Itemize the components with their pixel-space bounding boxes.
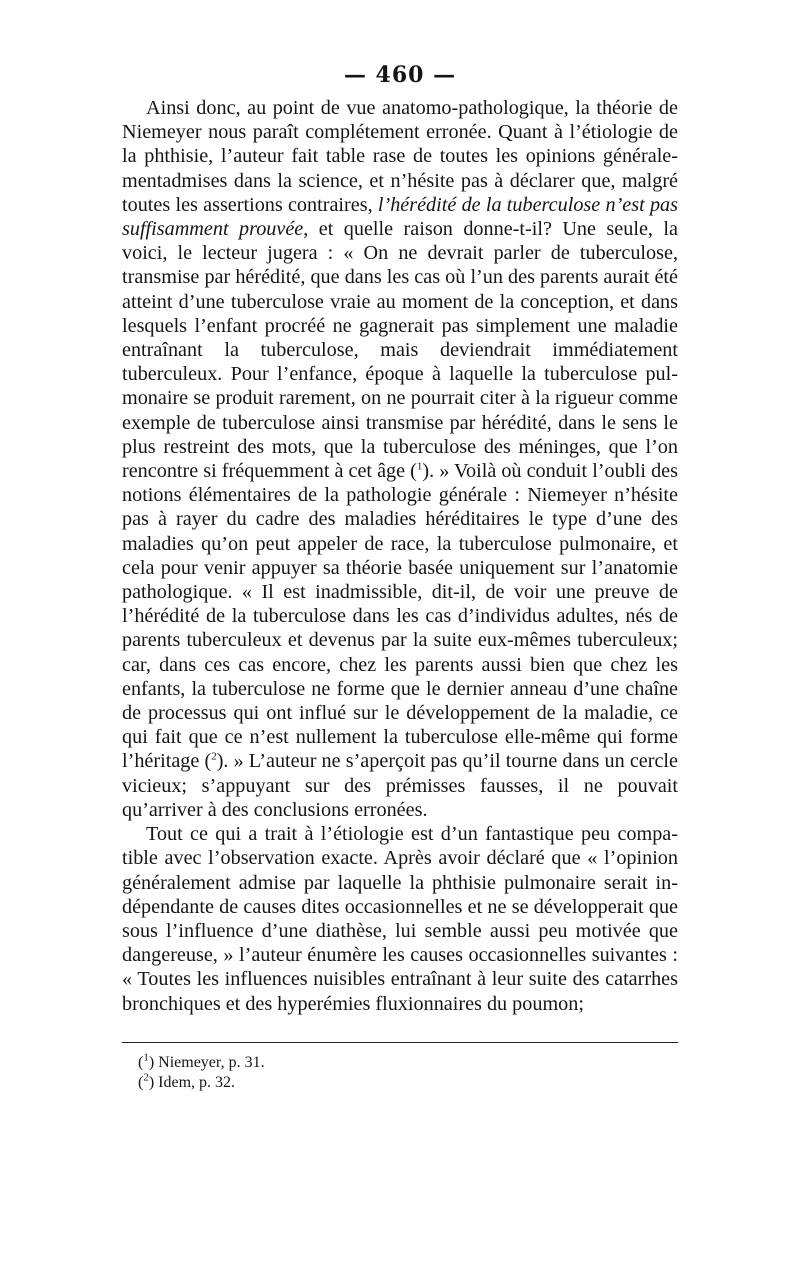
page-number: — 460 —: [343, 62, 457, 88]
footnote-text: Idem, p. 32.: [154, 1073, 236, 1091]
footnote-divider: [122, 1042, 678, 1043]
document-page: [122, 62, 678, 1093]
footnote-mark: 1: [143, 1051, 149, 1064]
paragraph-1: [122, 96, 678, 822]
footnote-text: Niemeyer, p. 31.: [154, 1053, 265, 1071]
text-run: Tout ce qui a trait à l’étiologie est d’un fantastique peu compatible avec l’observation exacte. Après avoir déclaré que « l’opinion généralement admise par laquelle la phthisie pulmonaire serait indépendante de causes dites occasionnelles et ne se développerait que sous l’influence d’une diathèse, lui semble aussi peu motivée que dangereuse, » l’auteur énumère les causes occasionnelles suivantes : « Toutes les influences nuisibles entraînant à leur suite des catarrhes bronchiques et des hyperémies fluxionnaires du poumon;: [122, 823, 678, 1015]
footnote-mark: 2: [143, 1071, 149, 1084]
footnote-1: ($^1$) Niemeyer, p. 31.: [138, 1051, 265, 1071]
footnote-ref-1: 1: [416, 460, 423, 473]
paragraph-2: [122, 822, 678, 1016]
text-run: , et quelle raison donne-t-il? Une seule, la voici, le lecteur jugera : « On ne devrait parler de tuberculose, transmise par hérédité, que dans les cas où l’un des parents aurait été atteint d’une tuberculose vraie au moment de la conception, et dans lesquels l’enfant procréé ne gagnerait pas simplement une maladie entraînant la tuberculose, mais deviendrait immédiatement tuberculeux. Pour l’enfance, époque à laquelle la tuberculose pulmonaire se produit rarement, on ne pourrait citer à la rigueur comme exemple de tuberculose ainsi transmise par hérédité, dans le sens le plus restreint des mots, que la tuberculose des méninges, que l’on rencontre si fréquemment à cet âge (: [122, 218, 678, 483]
footnote-2: ($^2$) Idem, p. 32.: [138, 1071, 236, 1091]
footnotes: [122, 1053, 678, 1093]
text-run: Ainsi donc, au point de vue anatomo-pathologique, la théorie de Niemeyer nous paraît complétement erronée. Quant à l’étiologie de la phthisie, l’auteur fait table rase de toutes les opinions généralementadmises dans la science, et n’hésite pas à déclarer que, malgré toutes les assertions contraires,: [122, 97, 678, 216]
text-run: ). » Voilà où conduit l’oubli des notions élémentaires de la pathologie générale : Niemeyer n’hésite pas à rayer du cadre des maladies héréditaires le type d’une des maladies qu’on peut appeler de race, la tuberculose pulmonaire, et cela pour venir appuyer sa théorie basée uniquement sur l’anatomie pathologique. « Il est inadmissible, dit-il, de voir une preuve de l’hérédité de la tuberculose dans les cas d’individus adultes, nés de parents tuberculeux et devenus par la suite eux-mêmes tuberculeux; car, dans ces cas encore, chez les parents aussi bien que chez les enfants, la tuberculose ne forme que le dernier anneau d’une chaîne de processus qui ont influé sur le développement de la maladie, ce qui fait que ce n’est nullement la tuberculose elle-même qui forme l’héritage (: [122, 460, 678, 773]
emphasis-run: l’hérédité de la tuberculose n’est pas suffisamment prouvée: [122, 193, 678, 241]
footnote-ref-2: 2: [211, 750, 217, 763]
body-text: [122, 96, 678, 1016]
text-run: ). » L’auteur ne s’aperçoit pas qu’il tourne dans un cercle vicieux; s’appuyant sur des prémisses fausses, il ne pouvait qu’arriver à des conclusions erronées.: [122, 750, 678, 821]
